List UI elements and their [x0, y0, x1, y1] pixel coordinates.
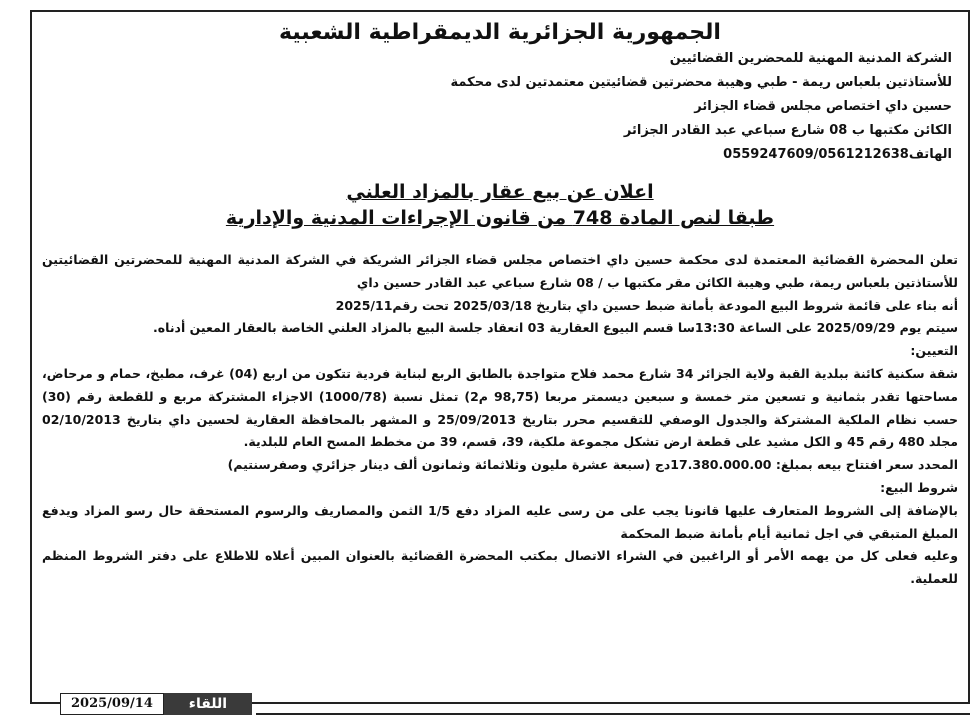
paragraph-property: شقة سكنية كائنة ببلدية القبة ولاية الجزائر 34 شارع محمد فلاح متواجدة بالطابق الربع لبناية فردية تتكون من اربع (04) غرف، مطبخ، حمام و مرحاض، مساحتها تقدر بثمانية و تسعين متر خمسة و سبعين ديسمتر مربعا (98,75 م2) تمثل نسبة (1000/78) الاجزاء المشتركة مربع و للقطعة رقم (30) حسب نظام الملكية المشتركة والجدول الوصفي للتقسيم محرر بتاريخ 25/09/2013 و المشهر بالمحافظة العقارية لحسين داي بتاريخ 02/10/2013 مجلد 480 رقم 45 و الكل مشيد على قطعة ارض تشكل مجموعة ملكية، 39، قسم، 39 من مخطط المسح العام للبلدية.	[42, 365, 958, 450]
conditions-label: شروط البيع:	[880, 479, 958, 495]
paragraph-contact: وعليه فعلى كل من يهمه الأمر أو الراغبين في الشراء الاتصال بمكتب المحضرة القضائية بالعنوان المبين أعلاه للاطلاع على دفتر الشروط المنظم للعملية.	[42, 548, 958, 587]
phone-line	[42, 143, 958, 167]
notice-heading	[42, 179, 958, 231]
notice-frame	[30, 10, 970, 704]
paragraph-announcement: تعلن المحضرة القضائية المعتمدة لدى محكمة حسين داي اختصاص مجلس قضاء الجزائر الشريكة في الشركة المدنية المهنية للمحضرتين القضائيتين للأستاذتين بلعباس ريمة، طبي وهيبة الكائن مقر مكتبها ب / 08 شارع سباعي عبد القادر حسين داي	[42, 252, 958, 290]
notice-title: اعلان عن بيع عقار بالمزاد العلني	[346, 181, 654, 203]
notice-body	[42, 249, 958, 591]
publication-footer	[60, 693, 256, 715]
designation-label: التعيين:	[910, 343, 958, 359]
paragraph-price: المحدد سعر افتتاح بيعه بمبلغ: 17.380.000.00دج (سبعة عشرة مليون وثلاثمائة وثمانون ألف دينار جزائري وصفرسنتيم)	[227, 457, 958, 473]
page-title: الجمهورية الجزائرية الديمقراطية الشعبية	[279, 20, 721, 45]
officers-line: للأستاذتين بلعباس ريمة - طبي وهيبة محضرتين قضائيتين معتمدتين لدى محكمة	[450, 75, 952, 90]
company-name: الشركة المدنية المهنية للمحضرين القضائيين	[669, 51, 952, 66]
notice-subtitle: طبقا لنص المادة 748 من قانون الإجراءات المدنية والإدارية	[225, 207, 775, 229]
document-page	[32, 12, 968, 591]
paragraph-conditions: بالإضافة إلى الشروط المتعارف عليها قانونا يجب على من رسى عليه المزاد دفع 1/5 الثمن والمصاريف والرسوم المستحقة حال رسو المزاد ويدفع المبلغ المتبقي في اجل ثمانية أيام بأمانة ضبط المحكمة	[42, 502, 958, 541]
paragraph-conditions-list: أنه بناء على قائمة شروط البيع المودعة بأمانة ضبط حسين داي بتاريخ 2025/03/18 تحت رقم2025/11	[335, 297, 958, 313]
footer-rule	[256, 713, 970, 715]
paragraph-session: سيتم يوم 2025/09/29 على الساعة 13:30سا قسم البيوع العقارية 03 انعقاد جلسة البيع بالمزاد العلني الخاصة بالعقار المعين أدناه.	[153, 320, 958, 336]
jurisdiction-line: حسين داي اختصاص مجلس قضاء الجزائر	[694, 99, 952, 114]
publication-date: 2025/09/14	[60, 693, 164, 715]
office-header	[42, 47, 958, 167]
phone-label: الهاتف	[908, 147, 952, 162]
newspaper-name: اللقاء	[164, 693, 252, 715]
address-line: الكائن مكتبها ب 08 شارع سباعي عبد القادر الجزائر	[623, 123, 952, 138]
phone-number: 0559247609/0561212638	[723, 147, 909, 162]
